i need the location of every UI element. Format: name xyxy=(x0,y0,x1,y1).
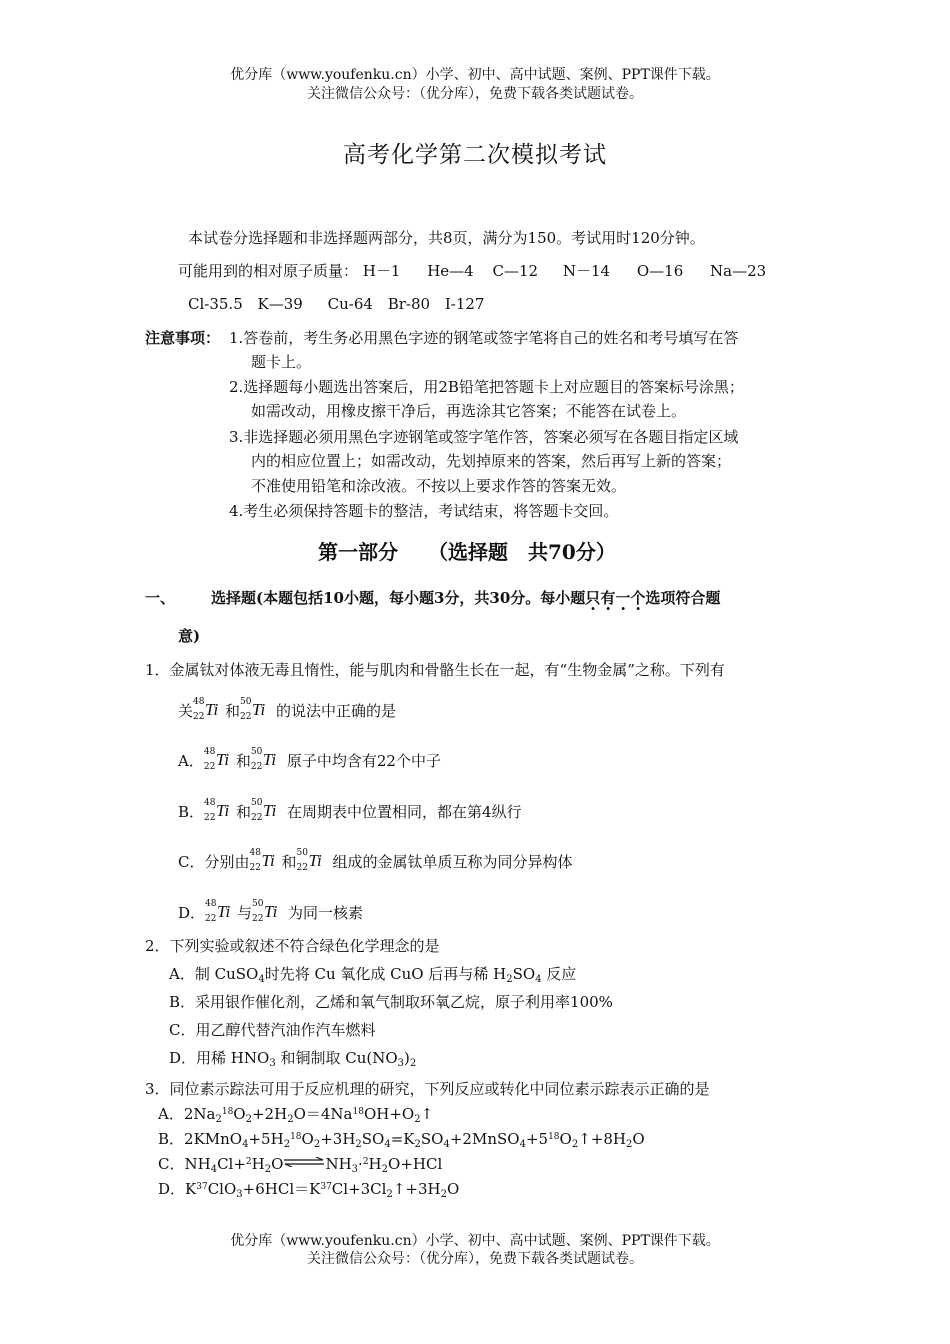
part-1-title: 第一部分 xyxy=(318,540,398,564)
mass-number: 48 xyxy=(203,747,216,757)
option-label: A． xyxy=(169,965,195,983)
element-symbol: Ti xyxy=(252,700,266,719)
q1-stem-suffix: 的说法中正确的是 xyxy=(276,702,397,720)
q3-option-d: D．$K^{37}ClO_3+6HCl=K^{37}Cl+3Cl_2↑+3H_2O$ xyxy=(158,1180,460,1200)
emphasis-char: 只 xyxy=(585,589,601,607)
option-text: 在周期表中位置相同，都在第4纵行 xyxy=(287,803,522,821)
mass-number: 48 xyxy=(249,848,261,858)
option-label: C． xyxy=(158,1155,185,1173)
atomic-number: 22 xyxy=(203,762,216,772)
section-number: 一、 xyxy=(145,589,176,607)
q1-and: 和 xyxy=(235,752,251,770)
nuclide-ti50 xyxy=(252,899,284,924)
nuclide-ti48 xyxy=(249,848,282,873)
mass-item: N－14 xyxy=(562,262,611,280)
element-symbol: Ti xyxy=(215,750,230,769)
q2-option-c: C．用乙醇代替汽油作汽车燃料 xyxy=(169,1021,376,1039)
nuclide-ti50 xyxy=(251,798,283,823)
note-2-line-2: 如需改动，用橡皮擦干净后，再选涂其它答案；不能答在试卷上。 xyxy=(251,402,687,420)
element-symbol: Ti xyxy=(308,851,322,870)
option-label: A． xyxy=(158,1105,184,1123)
q3-option-a: A．$2Na_2^{18}O_2+2H_2O=4Na^{18}OH+O_2↑$ xyxy=(158,1105,434,1125)
equilibrium-arrow-icon xyxy=(283,1157,325,1167)
q1-and: 和 xyxy=(281,853,297,871)
mass-item: Cu-64 xyxy=(327,295,373,313)
atomic-number: 22 xyxy=(252,914,264,924)
element-symbol: Ti xyxy=(262,750,277,769)
q3-option-c: C．$NH_4Cl+^2H_2O$ $NH_3\cdot^2H_2O+HCl$ xyxy=(158,1155,443,1175)
q1-stem-prefix: 关 xyxy=(178,702,194,720)
q1-option-a xyxy=(178,747,441,772)
header-line-1: 优分库（www.youfenku.cn）小学、初中、高中试题、案例、PPT课件下载。 xyxy=(230,67,720,83)
nuclide-ti48 xyxy=(193,697,225,722)
atomic-number: 22 xyxy=(296,863,308,873)
q2-option-a: A．制 CuSO$_4$时先将 Cu 氧化成 CuO 后再与稀 $H_2SO_4$ 反应 xyxy=(169,965,577,985)
mass-item: Cl-35.5 xyxy=(188,295,243,313)
mass-item: He—4 xyxy=(427,262,474,280)
note-3-line-2: 内的相应位置上；如需改动，先划掉原来的答案，然后再写上新的答案； xyxy=(251,452,732,470)
atomic-number: 22 xyxy=(193,712,205,722)
note-2-line-1: 2.选择题每小题选出答案后，用2B铅笔把答题卡上对应题目的答案标号涂黑； xyxy=(229,378,744,396)
mass-item: K—39 xyxy=(257,295,303,313)
emphasis-char: 有 xyxy=(600,589,616,607)
option-label: A． xyxy=(178,752,204,770)
mass-number: 48 xyxy=(205,899,217,909)
note-1-line-1: 1.答卷前，考生务必用黑色字迹的钢笔或签字笔将自己的姓名和考号填写在答 xyxy=(229,329,739,347)
mass-item: I-127 xyxy=(444,295,485,313)
notes-label: 注意事项： xyxy=(145,329,221,347)
mass-item: Na—23 xyxy=(710,262,767,280)
mass-number: 48 xyxy=(193,697,205,707)
footer-line-1: 优分库（www.youfenku.cn）小学、初中、高中试题、案例、PPT课件下载。 xyxy=(230,1233,720,1249)
q1-join: 与 xyxy=(237,904,253,922)
option-label: D． xyxy=(169,1049,197,1067)
atomic-number: 22 xyxy=(205,914,217,924)
q1-option-b xyxy=(178,798,522,823)
mass-item: Br-80 xyxy=(387,295,431,313)
footer-line-2: 关注微信公众号：（优分库），免费下载各类试题试卷。 xyxy=(307,1251,643,1267)
q1-option-c xyxy=(178,848,573,873)
mass-item: C—12 xyxy=(492,262,539,280)
option-prefix: 分别由 xyxy=(204,853,250,871)
atomic-masses-row-1 xyxy=(178,261,766,281)
atomic-number: 22 xyxy=(249,863,261,873)
part-1-subtitle: （选择题 共70分） xyxy=(428,540,616,564)
mass-number: 50 xyxy=(252,899,264,909)
nuclide-ti48 xyxy=(204,798,236,823)
q3-stem: 3．同位素示踪法可用于反应机理的研究，下列反应或转化中同位素示踪表示正确的是 xyxy=(145,1080,710,1098)
option-label: B． xyxy=(178,803,205,821)
option-text: 组成的金属钛单质互称为同分异构体 xyxy=(332,853,573,871)
nuclide-ti48 xyxy=(205,899,237,924)
mass-number: 50 xyxy=(296,848,308,858)
section-heading-cont: 意) xyxy=(178,627,201,645)
q1-and: 和 xyxy=(225,702,241,720)
page-title: 高考化学第二次模拟考试 xyxy=(343,142,607,168)
q2-option-b: B．采用银作催化剂，乙烯和氧气制取环氧乙烷，原子利用率100% xyxy=(169,993,613,1011)
atomic-number: 22 xyxy=(251,813,263,823)
option-label: D． xyxy=(178,904,206,922)
note-1-line-2: 题卡上。 xyxy=(251,353,312,371)
intro-line: 本试卷分选择题和非选择题两部分，共8页，满分为150。考试用时120分钟。 xyxy=(188,229,705,247)
emphasis-char: 个 xyxy=(630,589,646,607)
mass-number: 48 xyxy=(204,798,216,808)
element-symbol: Ti xyxy=(217,902,231,921)
atomic-number: 22 xyxy=(250,762,263,772)
q2-stem: 2．下列实验或叙述不符合绿色化学理念的是 xyxy=(145,937,440,955)
atomic-masses-row-2 xyxy=(188,294,484,314)
mass-number: 50 xyxy=(250,747,263,757)
nuclide-ti50 xyxy=(296,848,329,873)
emphasis-char: 一 xyxy=(615,589,631,607)
nuclide-ti48 xyxy=(203,747,236,772)
option-text: 为同一核素 xyxy=(288,904,364,922)
option-label: C． xyxy=(178,853,205,871)
atomic-masses-label: 可能用到的相对原子质量： xyxy=(178,262,359,280)
option-text: 原子中均含有22个中子 xyxy=(286,752,441,770)
mass-number: 50 xyxy=(251,798,263,808)
nuclide-ti50 xyxy=(240,697,272,722)
option-label: B． xyxy=(158,1130,185,1148)
element-symbol: Ti xyxy=(264,902,278,921)
part-title xyxy=(318,536,616,565)
section-heading-text: 选择题(本题包括10小题，每小题3分，共30分。每小题 xyxy=(211,589,586,607)
q1-option-d xyxy=(178,899,364,924)
header-line-2: 关注微信公众号：（优分库），免费下载各类试题试卷。 xyxy=(307,86,643,102)
atomic-number: 22 xyxy=(240,712,252,722)
mass-item: H－1 xyxy=(362,262,401,280)
q2-option-d: D．用稀 $HNO_3$ 和铜制取 $Cu(NO_3)_2$ xyxy=(169,1049,417,1069)
q3-option-b: B．$2KMnO_4+5H_2^{18}O_2+3H_2SO_4=K_2SO_4+2MnSO_4+5^{18}O_2↑+8H_2O$ xyxy=(158,1130,645,1150)
mass-number: 50 xyxy=(240,697,252,707)
q1-stem-line-2 xyxy=(178,697,397,722)
section-heading-text-2: 选项符合题 xyxy=(645,589,721,607)
note-4: 4.考生必须保持答题卡的整洁，考试结束，将答题卡交回。 xyxy=(229,502,619,520)
section-heading xyxy=(211,588,720,608)
q1-stem-line-1: 1．金属钛对体液无毒且惰性，能与肌肉和骨骼生长在一起，有“生物金属”之称。下列有 xyxy=(145,661,725,679)
atomic-number: 22 xyxy=(204,813,216,823)
element-symbol: Ti xyxy=(261,851,275,870)
q1-and: 和 xyxy=(236,803,252,821)
nuclide-ti50 xyxy=(250,747,283,772)
element-symbol: Ti xyxy=(263,801,277,820)
note-3-line-1: 3.非选择题必须用黑色字迹钢笔或签字笔作答，答案必须写在各题目指定区域 xyxy=(229,428,739,446)
element-symbol: Ti xyxy=(205,700,219,719)
mass-item: O—16 xyxy=(636,262,684,280)
option-label: D． xyxy=(158,1180,186,1198)
element-symbol: Ti xyxy=(216,801,230,820)
note-3-line-3: 不准使用铅笔和涂改液。不按以上要求作答的答案无效。 xyxy=(251,477,627,495)
